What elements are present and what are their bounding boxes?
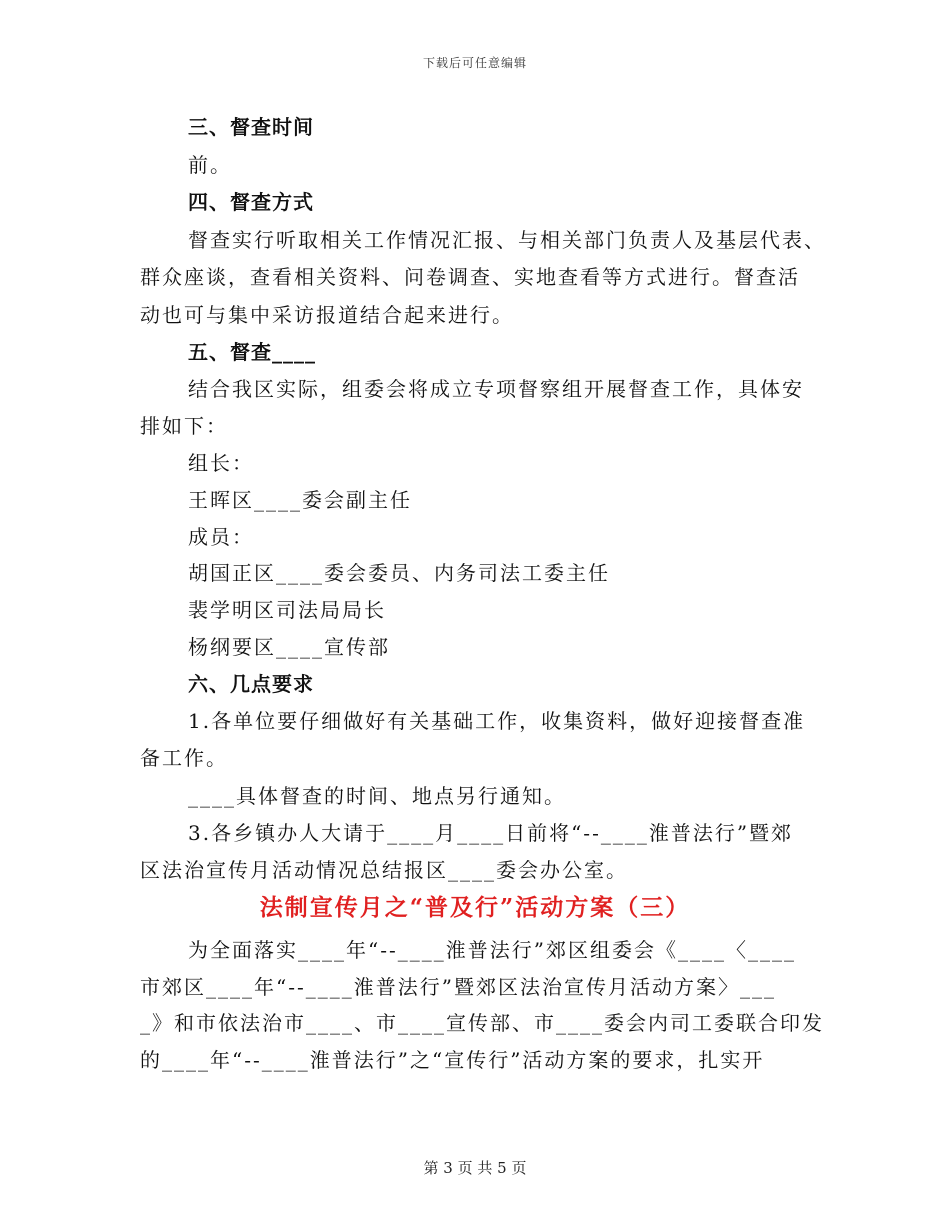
paragraph-line: 结合我区实际，组委会将成立专项督察组开展督查工作，具体安 bbox=[188, 377, 804, 401]
paragraph-line: 动也可与集中采访报道结合起来进行。 bbox=[140, 303, 514, 327]
paragraph-line: 前。 bbox=[188, 153, 232, 177]
section-title: 法制宣传月之“普及行”活动方案（三） bbox=[259, 894, 691, 921]
heading-inspection-time: 三、督查时间 bbox=[188, 115, 314, 139]
heading-requirements: 六、几点要求 bbox=[188, 672, 314, 696]
heading-inspection-group: 五、督查____ bbox=[188, 340, 316, 364]
paragraph-line: _》和市依法治市____、市____宣传部、市____委会内司工委联合印发 bbox=[140, 1011, 824, 1035]
paragraph-line: 群众座谈，查看相关资料、问卷调查、实地查看等方式进行。督查活 bbox=[140, 265, 800, 289]
paragraph-line: 备工作。 bbox=[140, 746, 228, 770]
page-header-note: 下载后可任意编辑 bbox=[422, 56, 527, 70]
paragraph-line: 督查实行听取相关工作情况汇报、与相关部门负责人及基层代表、 bbox=[188, 228, 826, 252]
paragraph-line: 胡国正区____委会委员、内务司法工委主任 bbox=[188, 561, 610, 585]
paragraph-line: 杨纲要区____宣传部 bbox=[188, 635, 390, 659]
paragraph-line: 3.各乡镇办人大请于____月____日前将“--____淮普法行”暨郊 bbox=[188, 821, 794, 845]
paragraph-line: 市郊区____年“--____淮普法行”暨郊区法治宣传月活动方案〉___ bbox=[140, 975, 776, 999]
page-number-footer: 第 3 页 共 5 页 bbox=[423, 1159, 527, 1177]
paragraph-line: 的____年“--____淮普法行”之“宣传行”活动方案的要求，扎实开 bbox=[140, 1048, 765, 1072]
heading-inspection-method: 四、督查方式 bbox=[188, 190, 314, 214]
paragraph-line: 裴学明区司法局局长 bbox=[188, 598, 386, 622]
paragraph-line: 组长： bbox=[188, 451, 254, 475]
paragraph-line: 区法治宣传月活动情况总结报区____委会办公室。 bbox=[140, 858, 628, 882]
paragraph-line: 王晖区____委会副主任 bbox=[188, 488, 412, 512]
paragraph-line: 成员： bbox=[188, 525, 254, 549]
paragraph-line: 为全面落实____年“--____淮普法行”郊区组委会《____〈____ bbox=[188, 938, 796, 962]
paragraph-line: 1.各单位要仔细做好有关基础工作，收集资料，做好迎接督查准 bbox=[188, 709, 806, 733]
paragraph-line: ____具体督查的时间、地点另行通知。 bbox=[188, 784, 566, 808]
paragraph-line: 排如下： bbox=[140, 414, 228, 438]
